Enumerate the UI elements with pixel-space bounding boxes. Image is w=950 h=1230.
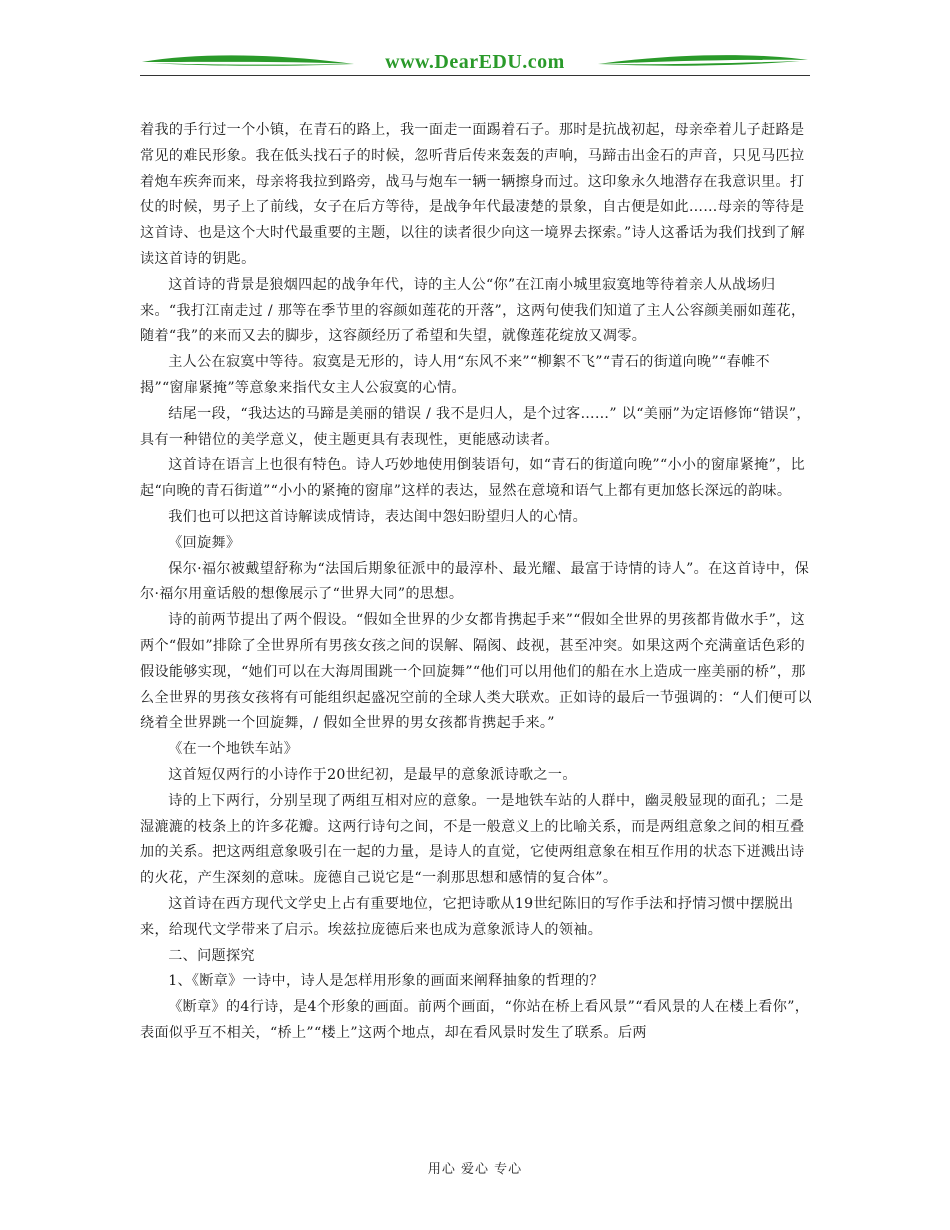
paragraph: 着我的手行过一个小镇，在青石的路上，我一面走一面踢着石子。那时是抗战初起，母亲牵着儿子赶路是常见的难民形象。我在低头找石子的时候，忽听背后传来轰轰的声响，马蹄击出金石的声音，只见马匹拉着炮车疾奔而来，母亲将我拉到路旁，战马与炮车一辆一辆擦身而过。这印象永久地潜存在我意识里。打仗的时候，男子上了前线，女子在后方等待，是战争年代最凄楚的景象，自古便是如此……母亲的等待是这首诗、也是这个大时代最重要的主题，以往的读者很少向这一境界去探索。”诗人这番话为我们找到了解读这首诗的钥匙。 bbox=[140, 122, 805, 267]
paragraph: 《断章》的4行诗，是4个形象的画面。前两个画面，“你站在桥上看风景”“看风景的人在楼上看你”，表面似乎互不相关，“桥上”“楼上”这两个地点，却在看风景时发生了联系。后两 bbox=[140, 999, 810, 1041]
paragraph: 诗的前两节提出了两个假设。“假如全世界的少女都肯携起手来”“假如全世界的男孩都肯做水手”，这两个“假如”排除了全世界所有男孩女孩之间的误解、隔阂、歧视，甚至冲突。如果这两个充满童话色彩的假设能够实现，“她们可以在大海周围跳一个回旋舞”“他们可以用他们的船在水上造成一座美丽的桥”，那么全世界的男孩女孩将有可能组织起盛况空前的全球人类大联欢。正如诗的最后一节强调的：“人们便可以绕着全世界跳一个回旋舞，/ 假如全世界的男女孩都肯携起手来。” bbox=[140, 612, 812, 732]
paragraph: 诗的上下两行，分别呈现了两组互相对应的意象。一是地铁车站的人群中，幽灵般显现的面孔；二是湿漉漉的枝条上的许多花瓣。这两行诗句之间，不是一般意义上的比喻关系，而是两组意象之间的相互叠加的关系。把这两组意象吸引在一起的力量，是诗人的直觉，它使两组意象在相互作用的状态下迸溅出诗的火花，产生深刻的意味。庞德自己说它是“一刹那思想和感情的复合体”。 bbox=[140, 792, 805, 887]
section-heading: 二、问题探究 bbox=[168, 947, 255, 964]
paragraph: 这首诗在西方现代文学史上占有重要地位，它把诗歌从19世纪陈旧的写作手法和抒情习惯中摆脱出来，给现代文学带来了启示。埃兹拉庞德后来也成为意象派诗人的领袖。 bbox=[140, 895, 794, 938]
section-title-huixuanwu: 《回旋舞》 bbox=[168, 534, 241, 551]
article-body bbox=[140, 118, 812, 1047]
paragraph: 结尾一段，“我达达的马蹄是美丽的错误 / 我不是归人，是个过客……” 以“美丽”为定语修饰“错误”，具有一种错位的美学意义，使主题更具有表现性，更能感动读者。 bbox=[140, 405, 811, 448]
header-divider bbox=[140, 75, 810, 76]
paragraph: 保尔·福尔被戴望舒称为“法国后期象征派中的最淳朴、最光耀、最富于诗情的诗人”。在这首诗中，保尔·福尔用童话般的想像展示了“世界大同”的思想。 bbox=[140, 560, 810, 603]
section-title-ditie: 《在一个地铁车站》 bbox=[168, 741, 299, 758]
site-logo-text: www.DearEDU.com bbox=[385, 51, 565, 73]
paragraph: 主人公在寂寞中等待。寂寞是无形的，诗人用“东风不来”“柳絮不飞”“青石的街道向晚”“春帷不揭”“窗扉紧掩”等意象来指代女主人公寂寞的心情。 bbox=[140, 354, 770, 396]
paragraph: 这首诗在语言上也很有特色。诗人巧妙地使用倒装语句，如“青石的街道向晚”“小小的窗扉紧掩”，比起“向晚的青石街道”“小小的紧掩的窗扉”这样的表达，显然在意境和语气上都有更加悠长深远的韵味。 bbox=[140, 457, 806, 500]
page-footer: 用心 爱心 专心 bbox=[427, 1162, 523, 1177]
paragraph: 我们也可以把这首诗解读成情诗，表达闺中怨妇盼望归人的心情。 bbox=[168, 508, 588, 525]
paragraph: 这首短仅两行的小诗作于20世纪初，是最早的意象派诗歌之一。 bbox=[168, 766, 577, 783]
header-banner bbox=[140, 48, 810, 78]
question: 1、《断章》一诗中，诗人是怎样用形象的画面来阐释抽象的哲理的？ bbox=[168, 973, 604, 990]
paragraph: 这首诗的背景是狼烟四起的战争年代，诗的主人公“你”在江南小城里寂寞地等待着亲人从战场归来。“我打江南走过 / 那等在季节里的容颜如莲花的开落”，这两句使我们知道了主人公容颜美丽如莲花，随着“我”的来而又去的脚步，这容颜经历了希望和失望，就像莲花绽放又凋零。 bbox=[140, 276, 806, 345]
